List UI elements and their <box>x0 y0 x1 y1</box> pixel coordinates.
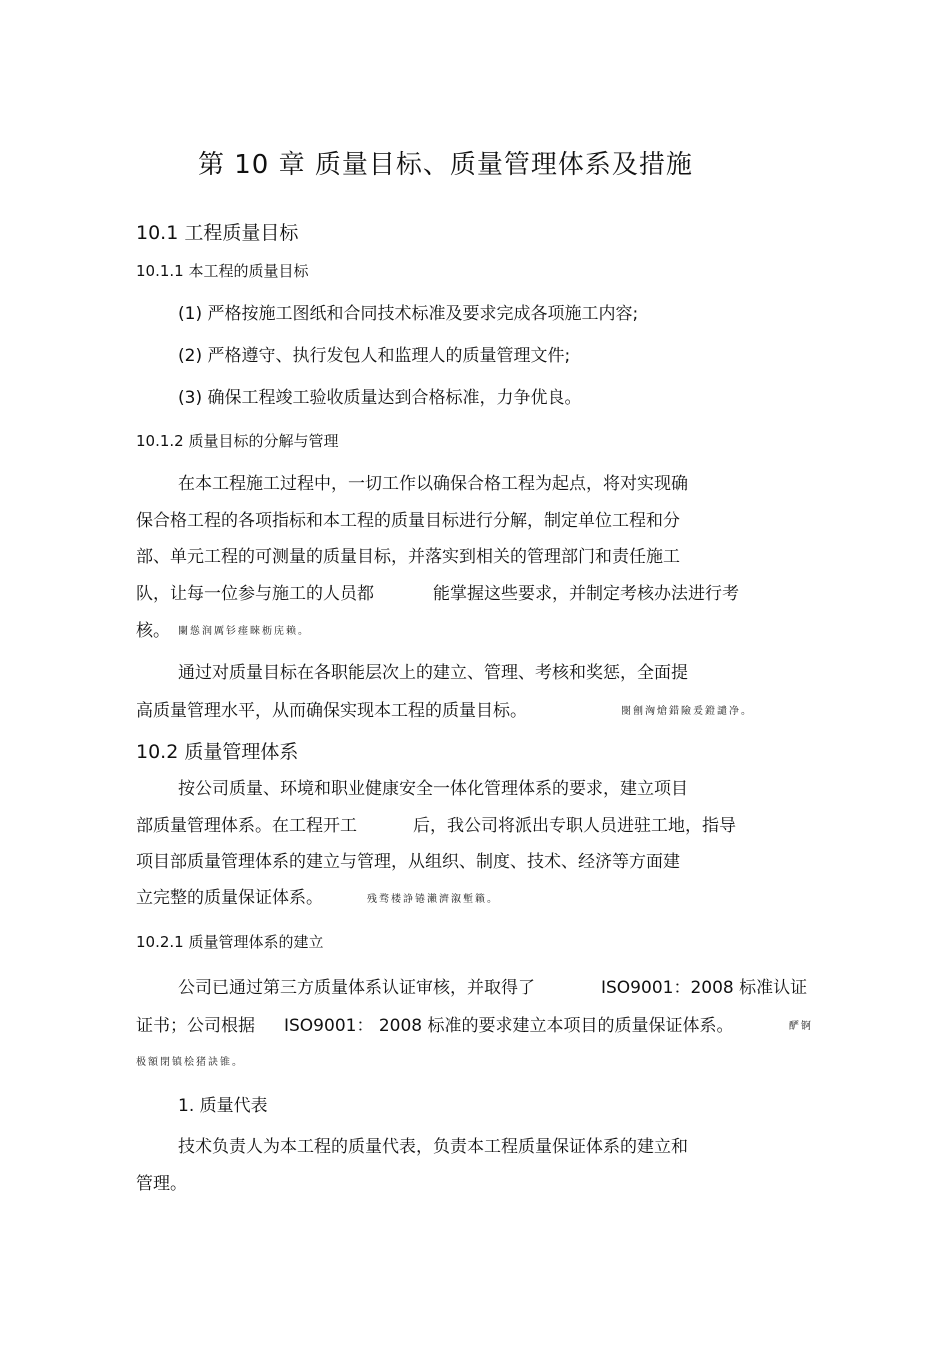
paragraph-line: 公司已通过第三方质量体系认证审核，并取得了 <box>178 978 535 998</box>
chapter-title: 第 10 章 质量目标、质量管理体系及措施 <box>198 150 693 180</box>
paragraph-line: 能掌握这些要求，并制定考核办法进行考 <box>433 584 739 604</box>
paragraph-line: 立完整的质量保证体系。 <box>136 888 323 908</box>
paragraph-line: 在本工程施工过程中，一切工作以确保合格工程为起点，将对实现确 <box>178 474 688 494</box>
garbled-text: 极額閉镇桧猪訣锥。 <box>136 1057 244 1068</box>
section-heading-10-1: 10.1 工程质量目标 <box>136 222 299 244</box>
garbled-text: 闌慫润厲钐瘗睞枥庑赖。 <box>178 626 310 637</box>
garbled-text: 酽锕 <box>789 1021 813 1032</box>
paragraph-line: 保合格工程的各项指标和本工程的质量目标进行分解，制定单位工程和分 <box>136 511 680 531</box>
section-heading-10-2: 10.2 质量管理体系 <box>136 741 299 763</box>
paragraph-line: 核。 <box>136 621 170 641</box>
paragraph-line: 队，让每一位参与施工的人员都 <box>136 584 374 604</box>
paragraph-line: 项目部质量管理体系的建立与管理，从组织、制度、技术、经济等方面建 <box>136 852 680 872</box>
list-item: (3) 确保工程竣工验收质量达到合格标准，力争优良。 <box>178 388 582 408</box>
paragraph-line: ISO9001：2008 标准认证 <box>601 978 808 998</box>
paragraph-line: 证书；公司根据 <box>136 1016 255 1036</box>
paragraph-line: 管理。 <box>136 1174 187 1194</box>
paragraph-line: 部质量管理体系。在工程开工 <box>136 816 357 836</box>
paragraph-line: 部、单元工程的可测量的质量目标，并落实到相关的管理部门和责任施工 <box>136 547 680 567</box>
list-item: (1) 严格按施工图纸和合同技术标准及要求完成各项施工内容; <box>178 304 639 324</box>
paragraph-line: 高质量管理水平，从而确保实现本工程的质量目标。 <box>136 701 527 721</box>
subsection-heading-10-2-1: 10.2.1 质量管理体系的建立 <box>136 933 324 951</box>
paragraph-line: ISO9001： 2008 标准的要求建立本项目的质量保证体系。 <box>284 1016 734 1036</box>
subsection-heading-10-1-1: 10.1.1 本工程的质量目标 <box>136 262 309 280</box>
list-item: (2) 严格遵守、执行发包人和监理人的质量管理文件; <box>178 346 571 366</box>
garbled-text: 残骛楼諍锩瀨濟溆塹籟。 <box>367 894 499 905</box>
subsection-heading-10-1-2: 10.1.2 质量目标的分解与管理 <box>136 432 339 450</box>
paragraph-line: 后，我公司将派出专职人员进驻工地，指导 <box>413 816 736 836</box>
list-item: 1. 质量代表 <box>178 1096 268 1116</box>
paragraph-line: 按公司质量、环境和职业健康安全一体化管理体系的要求，建立项目 <box>178 779 688 799</box>
garbled-text: 閿劊洶熗錯險爰鐙譴净。 <box>621 706 753 717</box>
paragraph-line: 通过对质量目标在各职能层次上的建立、管理、考核和奖惩，全面提 <box>178 663 688 683</box>
paragraph-line: 技术负责人为本工程的质量代表，负责本工程质量保证体系的建立和 <box>178 1137 688 1157</box>
